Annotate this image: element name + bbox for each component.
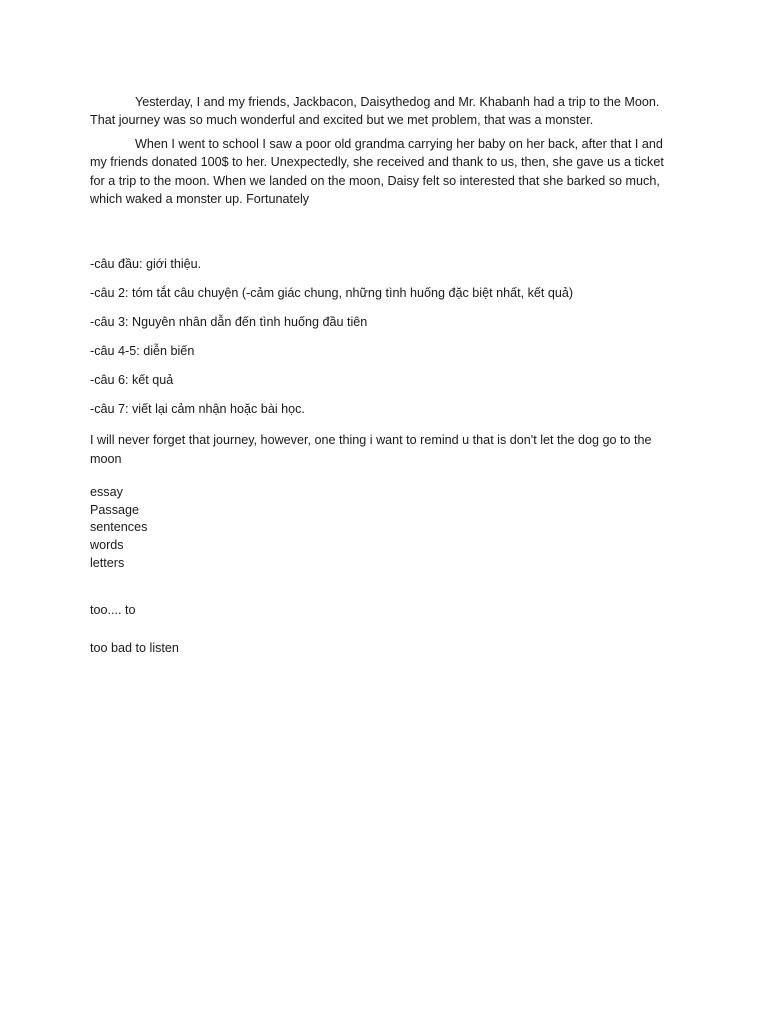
blank-space	[90, 213, 680, 255]
word-list-item: sentences	[90, 520, 148, 535]
note-line-2: -câu 2: tóm tắt câu chuyện (-cảm giác chung, những tình huống đặc biệt nhất, kết quả)	[90, 286, 574, 301]
too-bad-line: too bad to listen	[90, 640, 179, 655]
word-list	[90, 484, 680, 572]
document-body	[90, 93, 680, 657]
note-line-3: -câu 3: Nguyên nhân dẫn đến tình huống đầu tiên	[90, 315, 368, 330]
note-line-4: -câu 4-5: diễn biến	[90, 344, 195, 359]
closing-paragraph: I will never forget that journey, however, one thing i want to remind u that is don't let the dog go to the moon	[90, 433, 652, 466]
note-line-6: -câu 7: viết lại cảm nhận hoặc bài học.	[90, 401, 305, 416]
story-paragraph-2: When I went to school I saw a poor old grandma carrying her baby on her back, after that I and my friends donated 100$ to her. Unexpectedly, she received and thank to us, then, she gave us a ticket for a trip to the moon. When we landed on the moon, Daisy felt so interested that she barked so much, which waked a monster up. Fortunately	[90, 136, 664, 207]
word-list-item: words	[90, 537, 124, 552]
note-line-1: -câu đầu: giới thiệu.	[90, 257, 202, 272]
story-paragraph-1: Yesterday, I and my friends, Jackbacon, Daisythedog and Mr. Khabanh had a trip to the Moon. That journey was so much wonderful and excited but we met problem, that was a monster.	[90, 95, 660, 128]
word-list-item: Passage	[90, 502, 140, 517]
word-list-item: essay	[90, 485, 123, 500]
too-to-line: too.... to	[90, 603, 136, 618]
note-line-5: -câu 6: kết quả	[90, 373, 174, 388]
word-list-item: letters	[90, 555, 125, 570]
